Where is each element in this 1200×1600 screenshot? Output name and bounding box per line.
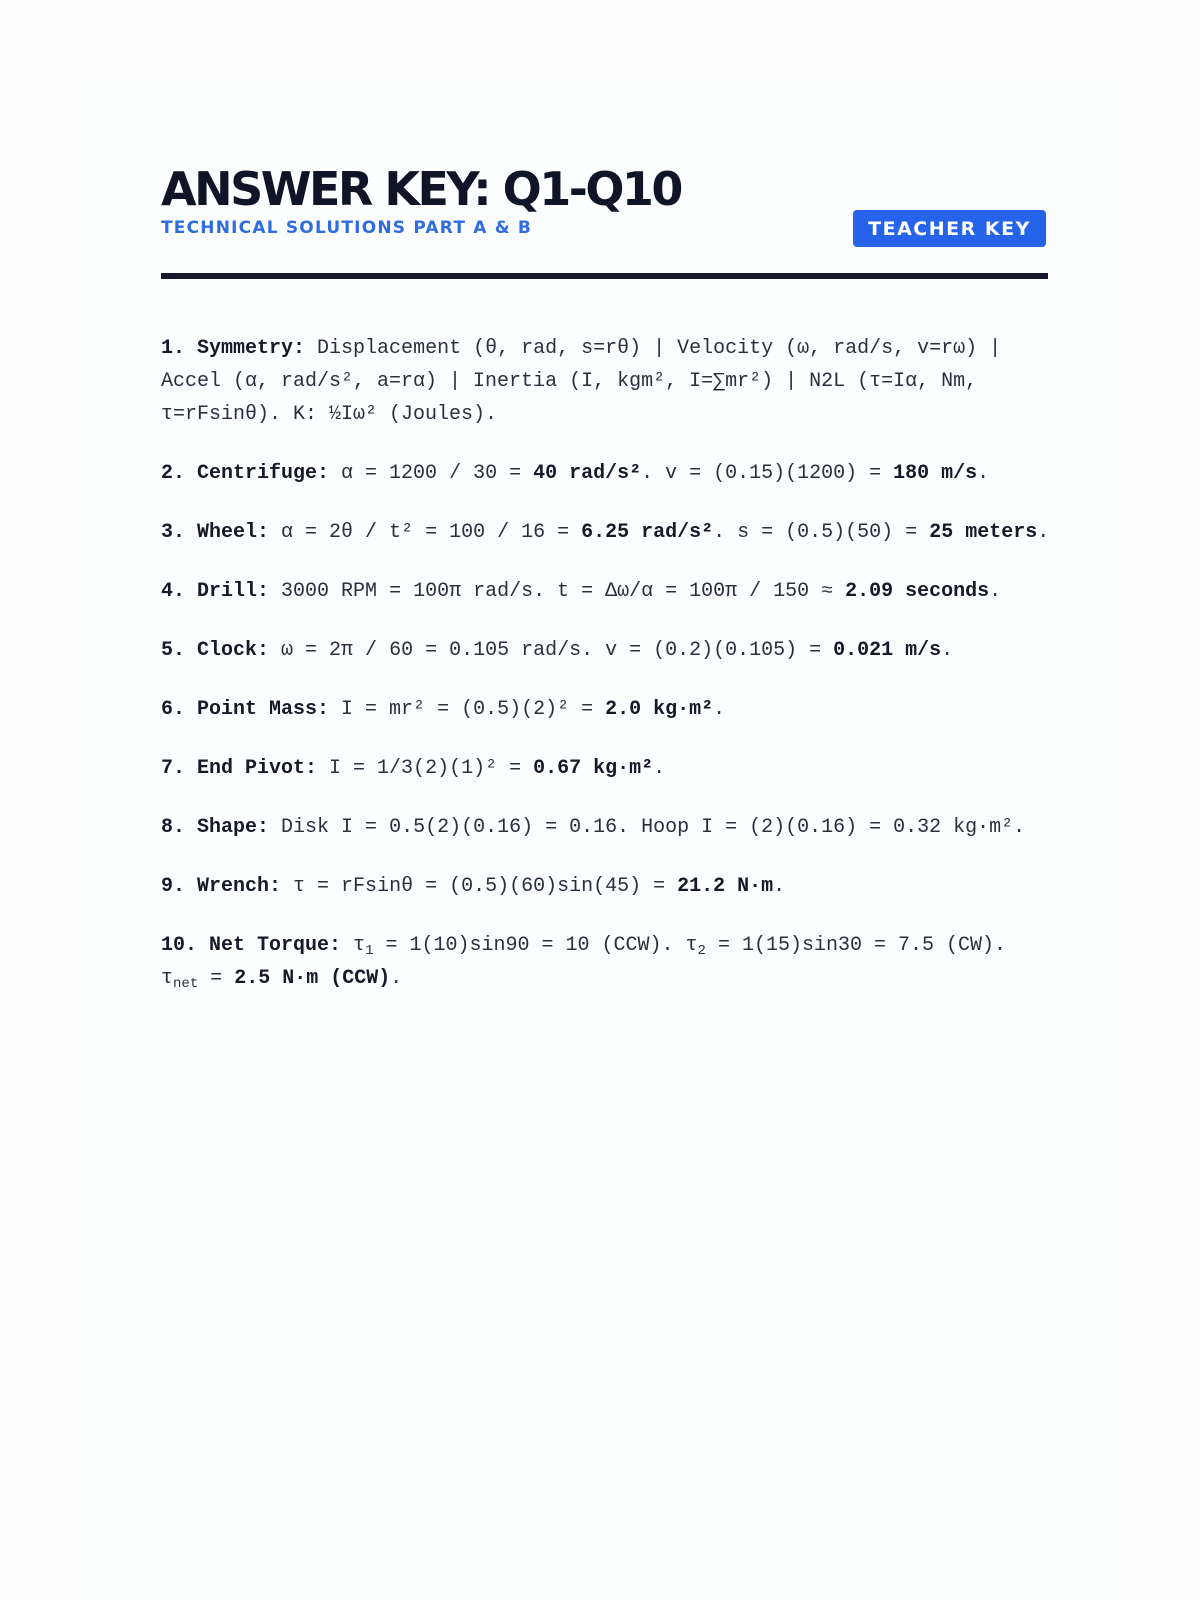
teacher-key-badge: TEACHER KEY — [853, 210, 1046, 247]
answer-6 — [161, 693, 1051, 726]
answer-label: 7. End Pivot: — [161, 757, 318, 780]
answer-2 — [161, 457, 1051, 490]
tau-symbol: τ — [353, 934, 366, 957]
answer-label: 9. Wrench: — [161, 875, 282, 898]
answer-text: . — [390, 967, 403, 990]
subscript: 1 — [365, 943, 374, 959]
answer-text: = 1(10)sin90 = 10 (CCW). — [373, 934, 686, 957]
answer-text: . — [653, 757, 666, 780]
answer-label: 1. Symmetry: — [161, 337, 306, 360]
answer-9 — [161, 870, 1051, 903]
answer-label: 8. Shape: — [161, 816, 270, 839]
answer-text: . — [773, 875, 786, 898]
answer-label: 5. Clock: — [161, 639, 270, 662]
answer-result: 180 m/s — [893, 462, 978, 485]
answer-text: α = 1200 / 30 = — [341, 462, 534, 485]
page-subtitle: TECHNICAL SOLUTIONS PART A & B — [161, 218, 533, 238]
answer-result: 2.5 N·m (CCW) — [234, 967, 391, 990]
answer-text: α = 2θ / t² = 100 / 16 = — [281, 521, 582, 544]
answer-text: = — [198, 967, 235, 990]
answer-label: 4. Drill: — [161, 580, 270, 603]
answer-10 — [161, 929, 1051, 995]
answer-result: 40 rad/s² — [533, 462, 642, 485]
answer-text: . — [1037, 521, 1050, 544]
answer-result: 2.0 kg·m² — [605, 698, 714, 721]
answer-7 — [161, 752, 1051, 785]
subscript: 2 — [697, 943, 706, 959]
answer-result: 2.09 seconds — [845, 580, 990, 603]
answer-text: = 1(15)sin30 = 7.5 (CW). — [705, 934, 1007, 957]
answer-text: ω = 2π / 60 = 0.105 rad/s. v = (0.2)(0.105) = — [281, 639, 834, 662]
answer-label: 3. Wheel: — [161, 521, 270, 544]
answer-label: 2. Centrifuge: — [161, 462, 330, 485]
answer-result: 21.2 N·m — [677, 875, 774, 898]
tau-symbol: τ — [685, 934, 698, 957]
answer-5 — [161, 634, 1051, 667]
answer-3 — [161, 516, 1051, 549]
header-divider — [161, 273, 1048, 279]
answer-text: τ = rFsinθ = (0.5)(60)sin(45) = — [293, 875, 678, 898]
answer-result: 6.25 rad/s² — [581, 521, 714, 544]
answer-result: 25 meters — [929, 521, 1038, 544]
answer-text: . — [713, 698, 726, 721]
subscript: net — [173, 976, 199, 992]
answer-text: I = mr² = (0.5)(2)² = — [341, 698, 606, 721]
answer-1 — [161, 332, 1051, 431]
tau-symbol: τ — [161, 967, 174, 990]
answer-text: Disk I = 0.5(2)(0.16) = 0.16. Hoop I = (2)(0.16) = 0.32 kg·m². — [281, 816, 1026, 839]
answer-text: . s = (0.5)(50) = — [713, 521, 930, 544]
answer-label: 6. Point Mass: — [161, 698, 330, 721]
answers-list — [161, 332, 1051, 1021]
answer-4 — [161, 575, 1051, 608]
answer-text: . — [989, 580, 1002, 603]
answer-8 — [161, 811, 1051, 844]
answer-text: . — [977, 462, 990, 485]
answer-text: . — [941, 639, 954, 662]
answer-text: I = 1/3(2)(1)² = — [329, 757, 534, 780]
answer-result: 0.67 kg·m² — [533, 757, 654, 780]
answer-result: 0.021 m/s — [833, 639, 942, 662]
page-title: ANSWER KEY: Q1-Q10 — [161, 162, 681, 216]
answer-text: 3000 RPM = 100π rad/s. t = Δω/α = 100π / 150 ≈ — [281, 580, 846, 603]
answer-text: . v = (0.15)(1200) = — [641, 462, 894, 485]
answer-label: 10. Net Torque: — [161, 934, 342, 957]
answer-text: Displacement (θ, rad, s=rθ) | Velocity (ω, rad/s, v=rω) | Accel (α, rad/s², a=rα) | Inertia (I, kgm², I=∑mr²) | N2L (τ=Iα, Nm, τ=rFsinθ). K: ½Iω² (Joules). — [161, 337, 1002, 426]
